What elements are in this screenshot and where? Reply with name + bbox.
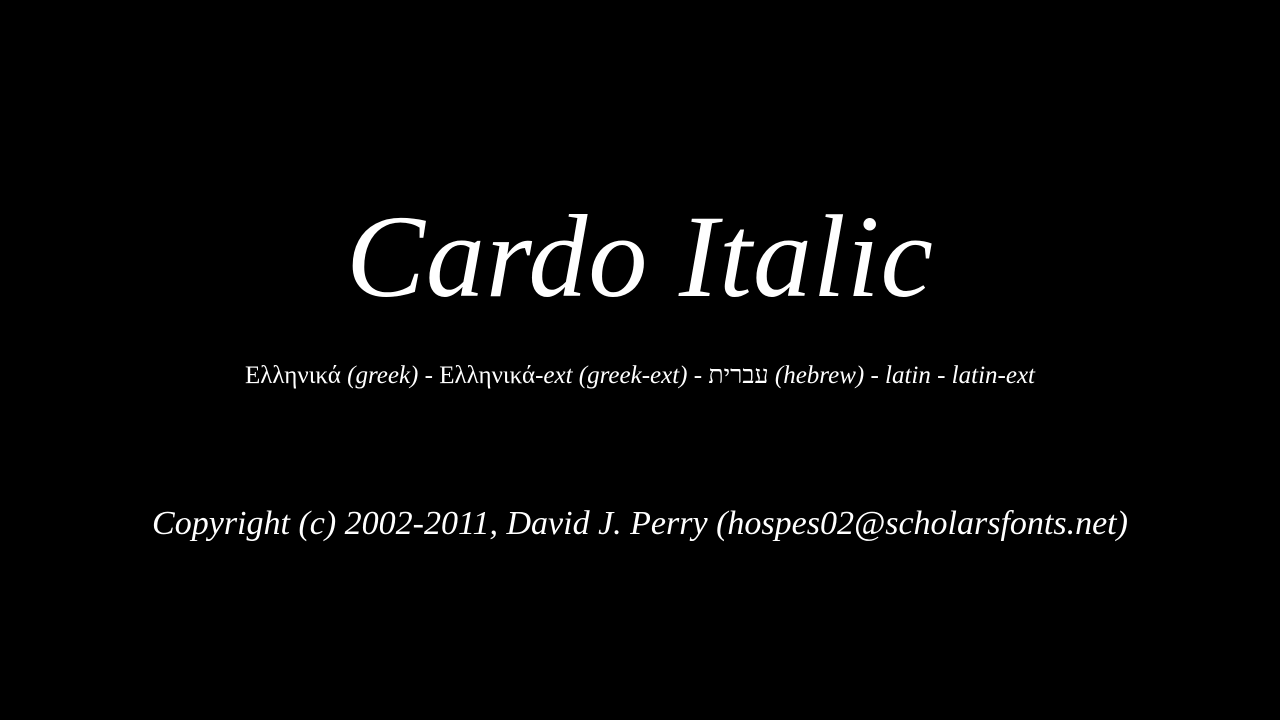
- subset-greek-ext-label: -ext (greek-ext) -: [535, 362, 709, 389]
- subset-greek-native: Ελληνικά: [245, 362, 341, 389]
- copyright-notice: Copyright (c) 2002-2011, David J. Perry (hospes02@scholarsfonts.net): [152, 505, 1128, 542]
- font-title: Cardo Italic: [346, 191, 934, 322]
- subset-greek-ext-native: Ελληνικά: [439, 362, 536, 389]
- subset-list: [0, 356, 1280, 396]
- subset-hebrew-native: עברית: [708, 362, 769, 389]
- subset-greek-label: (greek) -: [340, 362, 440, 389]
- subset-hebrew-latin-label: (hebrew) - latin - latin-ext: [768, 362, 1035, 389]
